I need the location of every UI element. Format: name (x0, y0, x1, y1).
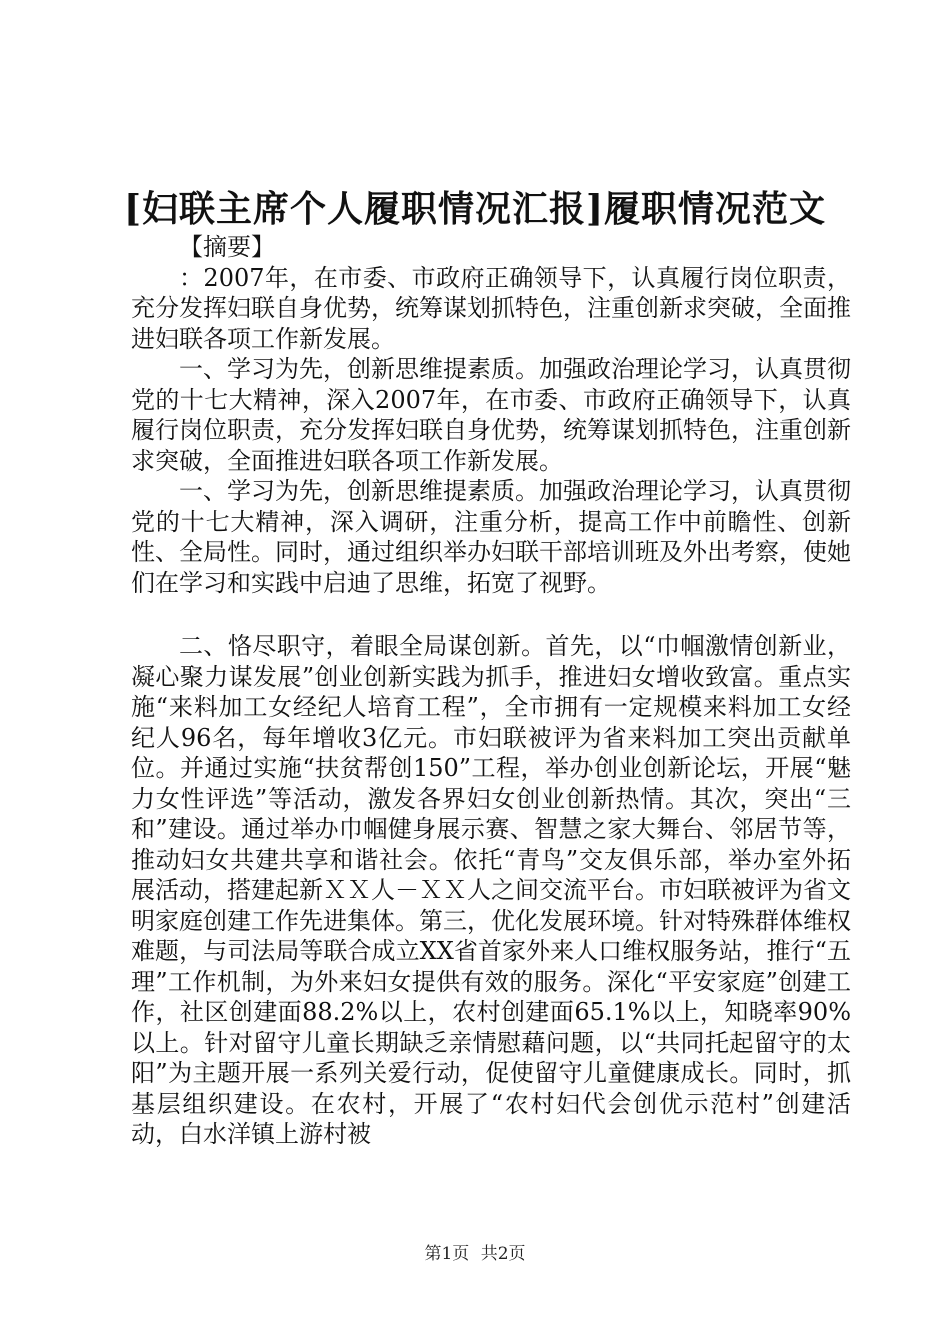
document-body (131, 232, 851, 1150)
paragraph-3: 二、恪尽职守，着眼全局谋创新。首先，以“巾帼激情创新业，凝心聚力谋发展”创业创新实践为抓手，推进妇女增收致富。重点实施“来料加工女经纪人培育工程”，全市拥有一定规模来料加工女经纪人96名，每年增收3亿元。市妇联被评为省来料加工突出贡献单位。并通过实施“扶贫帮创150”工程，举办创业创新论坛，开展“魅力女性评选”等活动，激发各界妇女创业创新热情。其次，突出“三和”建设。通过举办巾帼健身展示赛、智慧之家大舞台、邻居节等，推动妇女共建共享和谐社会。依托“青鸟”交友俱乐部，举办室外拓展活动，搭建起新ＸＸ人－ＸＸ人之间交流平台。市妇联被评为省文明家庭创建工作先进集体。第三，优化发展环境。针对特殊群体维权难题，与司法局等联合成立XX省首家外来人口维权服务站，推行“五理”工作机制，为外来妇女提供有效的服务。深化“平安家庭”创建工作，社区创建面88.2%以上，农村创建面65.1%以上，知晓率90%以上。针对留守儿童长期缺乏亲情慰藉问题，以“共同托起留守的太阳”为主题开展一系列关爱行动，促使留守儿童健康成长。同时，抓基层组织建设。在农村，开展了“农村妇代会创优示范村”创建活动，白水洋镇上游村被 (131, 632, 851, 1148)
paragraph-1: 一、学习为先，创新思维提素质。加强政治理论学习，认真贯彻党的十七大精神，深入2007年，在市委、市政府正确领导下，认真履行岗位职责，充分发挥妇联自身优势，统筹谋划抓特色，注重创新求突破，全面推进妇联各项工作新发展。 (131, 355, 851, 475)
page-number-total: 共2页 (480, 1244, 526, 1264)
page-footer (0, 1243, 950, 1265)
abstract-label: 【摘要】 (179, 233, 275, 261)
paragraph-2: 一、学习为先，创新思维提素质。加强政治理论学习，认真贯彻党的十七大精神，深入调研，注重分析，提高工作中前瞻性、创新性、全局性。同时，通过组织举办妇联干部培训班及外出考察，使她们在学习和实践中启迪了思维，拓宽了视野。 (131, 477, 851, 597)
document-title: [妇联主席个人履职情况汇报]履职情况范文 (123, 188, 827, 230)
page-number-current: 第1页 (424, 1244, 470, 1264)
paragraph-abstract: ：2007年，在市委、市政府正确领导下，认真履行岗位职责，充分发挥妇联自身优势，统筹谋划抓特色，注重创新求突破，全面推进妇联各项工作新发展。 (131, 263, 851, 353)
